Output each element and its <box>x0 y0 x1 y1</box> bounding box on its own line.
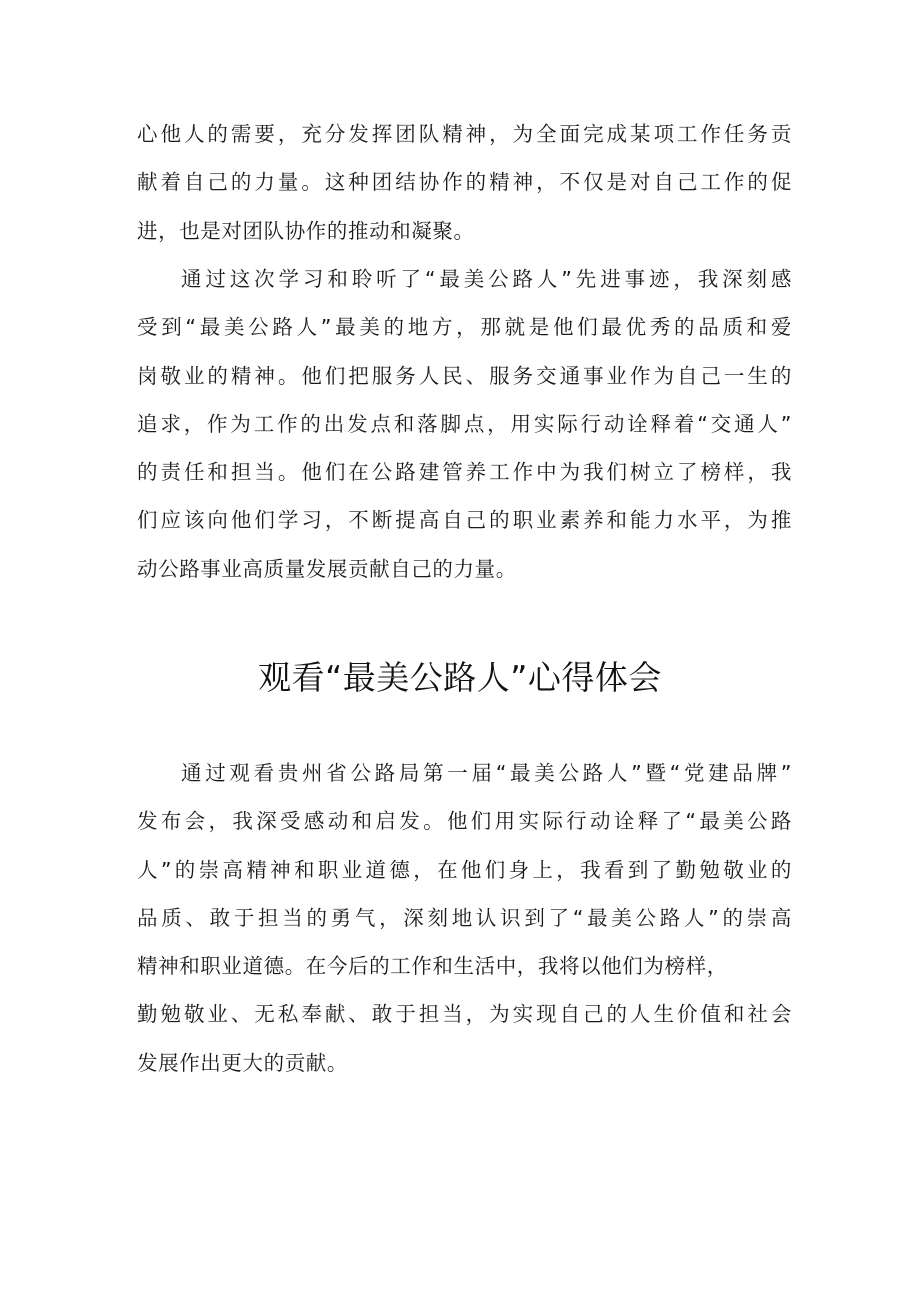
paragraph-line: 进，也是对团队协作的推动和凝聚。 <box>137 218 475 243</box>
paragraph-line: 献着自己的力量。这种团结协作的精神，不仅是对自己工作的促 <box>137 170 792 195</box>
paragraph-line: 岗敬业的精神。他们把服务人民、服务交通事业作为自己一生的 <box>137 363 792 388</box>
paragraph-line: 心他人的需要，充分发挥团队精神，为全面完成某项工作任务贡 <box>137 122 792 146</box>
paragraph-line: 追求，作为工作的出发点和落脚点，用实际行动诠释着“交通人” <box>137 411 792 436</box>
paragraph-line: 动公路事业高质量发展贡献自己的力量。 <box>137 556 517 581</box>
paragraph-continued <box>137 110 792 255</box>
paragraph-line: 人”的崇高精神和职业道德，在他们身上，我看到了勤勉敬业的 <box>137 857 792 882</box>
paragraph-line: 的责任和担当。他们在公路建管养工作中为我们树立了榜样，我 <box>137 460 792 485</box>
paragraph-line: 发展作出更大的贡献。 <box>137 1050 348 1075</box>
section-title: 观看“最美公路人”心得体会 <box>258 658 662 697</box>
paragraph-line: 受到“最美公路人”最美的地方，那就是他们最优秀的品质和爱 <box>137 315 792 340</box>
paragraph-line: 发布会，我深受感动和启发。他们用实际行动诠释了“最美公路 <box>137 809 792 834</box>
paragraph-line: 通过这次学习和聆听了“最美公路人”先进事迹，我深刻感 <box>181 267 792 291</box>
paragraph-line: 品质、敢于担当的勇气，深刻地认识到了“最美公路人”的崇高 <box>137 905 792 930</box>
paragraph-line: 精神和职业道德。在今后的工作和生活中，我将以他们为榜样， <box>137 954 728 979</box>
paragraph-line: 勤勉敬业、无私奉献、敢于担当，为实现自己的人生价值和社会 <box>137 1002 792 1027</box>
paragraph-reflection <box>137 255 792 593</box>
paragraph-section <box>137 749 792 1087</box>
paragraph-line: 通过观看贵州省公路局第一届“最美公路人”暨“党建品牌” <box>181 761 792 785</box>
paragraph-line: 们应该向他们学习，不断提高自己的职业素养和能力水平，为推 <box>137 508 792 533</box>
